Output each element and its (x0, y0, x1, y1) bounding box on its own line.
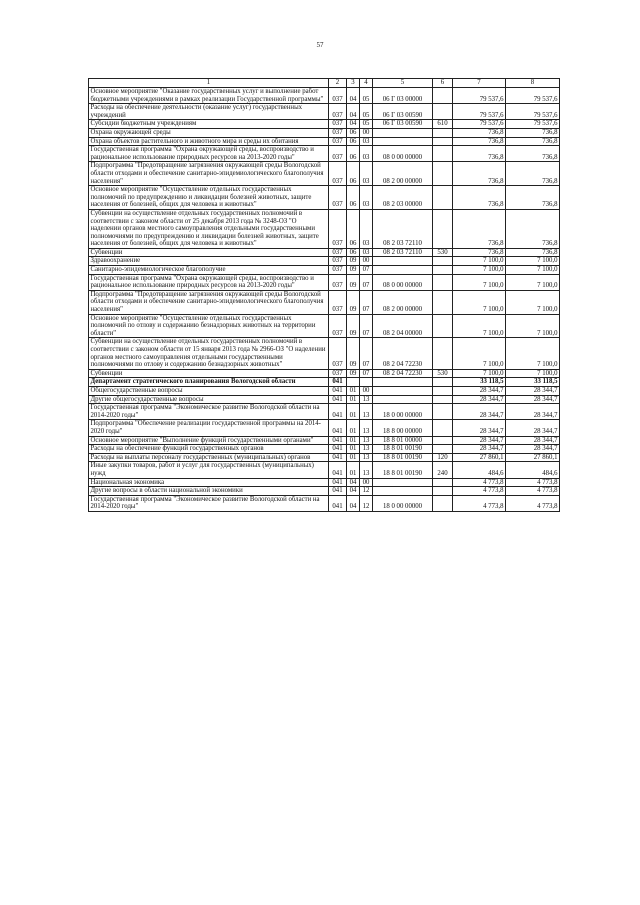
table-row (89, 248, 560, 257)
cell-ministry-code: 037 (329, 146, 347, 162)
cell-amount-8: 7 100,0 (506, 314, 560, 338)
cell-amount-8: 33 118,5 (506, 378, 560, 387)
cell-amount-8: 27 860,1 (506, 453, 560, 462)
cell-subsection: 07 (360, 290, 373, 314)
cell-amount-7: 7 100,0 (453, 274, 506, 290)
cell-section: 09 (347, 369, 360, 378)
table-row (89, 487, 560, 496)
cell-target-article (373, 128, 433, 137)
cell-section: 06 (347, 186, 360, 210)
cell-amount-8: 28 344,7 (506, 436, 560, 445)
cell-ministry-code: 037 (329, 137, 347, 146)
table-row (89, 462, 560, 478)
cell-name: Основное мероприятие "Осуществление отдельных государственных полномочий по отлову и содержанию безнадзорных животных на территории области" (89, 314, 329, 338)
table-row (89, 186, 560, 210)
cell-ministry-code: 037 (329, 248, 347, 257)
cell-subsection: 03 (360, 137, 373, 146)
col-header-2: 2 (329, 79, 347, 88)
cell-subsection: 13 (360, 404, 373, 420)
cell-target-article: 08 2 04 00000 (373, 314, 433, 338)
cell-expense-type (433, 378, 453, 387)
cell-section: 04 (347, 120, 360, 129)
cell-subsection: 00 (360, 128, 373, 137)
cell-amount-8: 7 100,0 (506, 290, 560, 314)
cell-amount-8: 7 100,0 (506, 274, 560, 290)
table-row (89, 88, 560, 104)
cell-name: Государственная программа "Охрана окружающей среды, воспроизводство и рациональное использование природных ресурсов на 2013-2020 годы" (89, 274, 329, 290)
cell-section: 09 (347, 266, 360, 275)
table-row (89, 104, 560, 120)
cell-expense-type (433, 487, 453, 496)
cell-section: 01 (347, 462, 360, 478)
cell-expense-type (433, 436, 453, 445)
cell-ministry-code: 041 (329, 462, 347, 478)
cell-target-article: 06 Г 03 00000 (373, 88, 433, 104)
table-row (89, 436, 560, 445)
cell-name: Охрана окружающей среды (89, 128, 329, 137)
cell-section: 04 (347, 88, 360, 104)
table-row (89, 478, 560, 487)
table-row (89, 378, 560, 387)
cell-amount-7: 736,8 (453, 137, 506, 146)
cell-expense-type (433, 395, 453, 404)
cell-ministry-code: 037 (329, 369, 347, 378)
cell-ministry-code: 037 (329, 338, 347, 369)
cell-subsection: 05 (360, 88, 373, 104)
cell-expense-type: 240 (433, 462, 453, 478)
cell-subsection: 12 (360, 495, 373, 511)
cell-section: 09 (347, 338, 360, 369)
cell-expense-type (433, 209, 453, 248)
cell-target-article: 08 2 00 00000 (373, 290, 433, 314)
cell-subsection: 07 (360, 314, 373, 338)
table-row (89, 369, 560, 378)
col-header-5: 5 (373, 79, 433, 88)
cell-name: Основное мероприятие "Оказание государственных услуг и выполнение работ бюджетными учреждениями в рамках реализации Государственной программы" (89, 88, 329, 104)
cell-target-article (373, 478, 433, 487)
cell-amount-7: 28 344,7 (453, 395, 506, 404)
cell-subsection: 13 (360, 395, 373, 404)
cell-section: 06 (347, 248, 360, 257)
cell-amount-8: 28 344,7 (506, 420, 560, 436)
table-row (89, 420, 560, 436)
cell-ministry-code: 037 (329, 186, 347, 210)
table-row (89, 137, 560, 146)
cell-subsection: 03 (360, 186, 373, 210)
cell-target-article: 18 8 01 00190 (373, 453, 433, 462)
cell-subsection: 03 (360, 162, 373, 186)
cell-section: 01 (347, 420, 360, 436)
cell-amount-7: 33 118,5 (453, 378, 506, 387)
cell-expense-type (433, 266, 453, 275)
cell-amount-7: 7 100,0 (453, 257, 506, 266)
cell-name: Общегосударственные вопросы (89, 386, 329, 395)
table-row (89, 146, 560, 162)
cell-subsection (360, 378, 373, 387)
cell-name: Санитарно-эпидемиологическое благополучие (89, 266, 329, 275)
table-row (89, 314, 560, 338)
cell-section: 04 (347, 478, 360, 487)
cell-target-article: 08 0 00 00000 (373, 274, 433, 290)
cell-subsection: 07 (360, 369, 373, 378)
table-row (89, 266, 560, 275)
cell-ministry-code: 041 (329, 386, 347, 395)
cell-amount-8: 736,8 (506, 248, 560, 257)
cell-amount-7: 28 344,7 (453, 404, 506, 420)
cell-section: 09 (347, 257, 360, 266)
cell-name: Расходы на обеспечение функций государственных органов (89, 445, 329, 454)
cell-target-article: 18 8 01 00000 (373, 436, 433, 445)
cell-expense-type: 120 (433, 453, 453, 462)
cell-target-article: 18 0 00 00000 (373, 495, 433, 511)
cell-section: 06 (347, 162, 360, 186)
cell-expense-type (433, 128, 453, 137)
cell-amount-8: 28 344,7 (506, 386, 560, 395)
cell-amount-8: 736,8 (506, 137, 560, 146)
table-row (89, 290, 560, 314)
cell-section: 06 (347, 137, 360, 146)
cell-ministry-code: 037 (329, 104, 347, 120)
cell-name: Субвенции (89, 248, 329, 257)
cell-amount-8: 79 537,6 (506, 104, 560, 120)
cell-subsection: 12 (360, 487, 373, 496)
cell-amount-7: 736,8 (453, 146, 506, 162)
cell-section: 09 (347, 314, 360, 338)
cell-name: Субсидии бюджетным учреждениям (89, 120, 329, 129)
cell-amount-7: 736,8 (453, 128, 506, 137)
cell-amount-8: 736,8 (506, 186, 560, 210)
cell-amount-8: 28 344,7 (506, 445, 560, 454)
cell-amount-7: 736,8 (453, 162, 506, 186)
cell-subsection: 13 (360, 445, 373, 454)
cell-expense-type (433, 445, 453, 454)
cell-expense-type (433, 88, 453, 104)
cell-name: Здравоохранение (89, 257, 329, 266)
cell-target-article: 08 2 00 00000 (373, 162, 433, 186)
cell-expense-type (433, 162, 453, 186)
table-row (89, 209, 560, 248)
cell-section (347, 378, 360, 387)
cell-section: 04 (347, 495, 360, 511)
table-row (89, 453, 560, 462)
cell-amount-8: 4 773,8 (506, 478, 560, 487)
cell-target-article: 08 2 03 00000 (373, 186, 433, 210)
cell-expense-type (433, 146, 453, 162)
cell-section: 04 (347, 487, 360, 496)
cell-section: 01 (347, 445, 360, 454)
cell-name: Департамент стратегического планирования Вологодской области (89, 378, 329, 387)
cell-amount-7: 79 537,6 (453, 104, 506, 120)
cell-ministry-code: 041 (329, 478, 347, 487)
cell-section: 09 (347, 290, 360, 314)
cell-subsection: 03 (360, 248, 373, 257)
cell-amount-8: 4 773,8 (506, 487, 560, 496)
cell-section: 01 (347, 386, 360, 395)
cell-ministry-code: 037 (329, 209, 347, 248)
cell-amount-7: 28 344,7 (453, 445, 506, 454)
cell-amount-8: 7 100,0 (506, 266, 560, 275)
cell-subsection: 00 (360, 386, 373, 395)
cell-expense-type (433, 478, 453, 487)
cell-target-article: 08 0 00 00000 (373, 146, 433, 162)
cell-expense-type: 610 (433, 120, 453, 129)
cell-subsection: 13 (360, 420, 373, 436)
cell-ministry-code: 041 (329, 453, 347, 462)
cell-target-article: 18 8 00 00000 (373, 420, 433, 436)
cell-subsection: 00 (360, 478, 373, 487)
cell-name: Основное мероприятие "Выполнение функций государственными органами" (89, 436, 329, 445)
cell-target-article: 18 8 01 00190 (373, 445, 433, 454)
cell-expense-type (433, 274, 453, 290)
cell-expense-type (433, 137, 453, 146)
cell-amount-8: 736,8 (506, 128, 560, 137)
cell-expense-type (433, 338, 453, 369)
cell-section: 09 (347, 274, 360, 290)
cell-name: Другие общегосударственные вопросы (89, 395, 329, 404)
cell-amount-8: 7 100,0 (506, 369, 560, 378)
cell-ministry-code: 037 (329, 257, 347, 266)
cell-expense-type: 530 (433, 369, 453, 378)
cell-target-article: 06 Г 03 00590 (373, 104, 433, 120)
table-header-row (89, 79, 560, 88)
cell-amount-8: 736,8 (506, 209, 560, 248)
table-row (89, 120, 560, 129)
col-header-7: 7 (453, 79, 506, 88)
cell-expense-type (433, 495, 453, 511)
table-row (89, 386, 560, 395)
cell-amount-7: 4 773,8 (453, 487, 506, 496)
cell-expense-type (433, 420, 453, 436)
cell-ministry-code: 041 (329, 487, 347, 496)
cell-ministry-code: 041 (329, 404, 347, 420)
cell-section: 06 (347, 209, 360, 248)
cell-amount-8: 28 344,7 (506, 395, 560, 404)
page-number: 57 (316, 41, 324, 49)
table-row (89, 162, 560, 186)
cell-subsection: 07 (360, 338, 373, 369)
cell-target-article (373, 386, 433, 395)
cell-name: Охрана объектов растительного и животного мира и среды их обитания (89, 137, 329, 146)
table-row (89, 445, 560, 454)
cell-name: Другие вопросы в области национальной экономики (89, 487, 329, 496)
cell-ministry-code: 037 (329, 274, 347, 290)
cell-subsection: 00 (360, 257, 373, 266)
cell-amount-7: 27 860,1 (453, 453, 506, 462)
cell-expense-type (433, 386, 453, 395)
cell-name: Субвенции на осуществление отдельных государственных полномочий в соответствии с законом области от 15 января 2013 года № 2966-ОЗ "О наделении органов местного самоуправления отдельными государственными полномочиями по отлову и содержанию безнадзорных животных" (89, 338, 329, 369)
cell-ministry-code: 037 (329, 88, 347, 104)
cell-amount-8: 79 537,6 (506, 88, 560, 104)
cell-target-article (373, 395, 433, 404)
cell-amount-7: 7 100,0 (453, 290, 506, 314)
table-row (89, 128, 560, 137)
cell-name: Государственная программа "Охрана окружающей среды, воспроизводство и рациональное использование природных ресурсов на 2013-2020 годы" (89, 146, 329, 162)
table-row (89, 395, 560, 404)
cell-expense-type (433, 404, 453, 420)
cell-expense-type (433, 257, 453, 266)
table-row (89, 495, 560, 511)
cell-amount-8: 79 537,6 (506, 120, 560, 129)
cell-ministry-code: 041 (329, 420, 347, 436)
cell-expense-type (433, 186, 453, 210)
cell-name: Государственная программа "Экономическое развитие Вологодской области на 2014-2020 годы" (89, 404, 329, 420)
cell-target-article (373, 487, 433, 496)
cell-target-article: 18 8 01 00190 (373, 462, 433, 478)
cell-amount-7: 79 537,6 (453, 120, 506, 129)
cell-amount-7: 28 344,7 (453, 420, 506, 436)
cell-amount-8: 28 344,7 (506, 404, 560, 420)
cell-subsection: 07 (360, 274, 373, 290)
cell-name: Подпрограмма "Предотвращение загрязнения окружающей среды Вологодской области отходами и обеспечение санитарно-эпидемиологического благополучия населения" (89, 290, 329, 314)
cell-name: Субвенции (89, 369, 329, 378)
table-body (89, 88, 560, 512)
cell-ministry-code: 037 (329, 314, 347, 338)
budget-table (88, 78, 560, 512)
cell-subsection: 07 (360, 266, 373, 275)
cell-amount-8: 736,8 (506, 162, 560, 186)
cell-amount-7: 484,6 (453, 462, 506, 478)
cell-amount-7: 4 773,8 (453, 495, 506, 511)
cell-ministry-code: 037 (329, 120, 347, 129)
table-row (89, 257, 560, 266)
cell-expense-type (433, 104, 453, 120)
cell-amount-7: 79 537,6 (453, 88, 506, 104)
cell-amount-7: 28 344,7 (453, 386, 506, 395)
cell-amount-8: 7 100,0 (506, 257, 560, 266)
cell-amount-7: 7 100,0 (453, 369, 506, 378)
cell-name: Национальная экономика (89, 478, 329, 487)
cell-amount-7: 4 773,8 (453, 478, 506, 487)
table-row (89, 338, 560, 369)
cell-section: 01 (347, 436, 360, 445)
cell-name: Расходы на обеспечение деятельности (оказание услуг) государственных учреждений (89, 104, 329, 120)
cell-amount-8: 736,8 (506, 146, 560, 162)
cell-ministry-code: 037 (329, 162, 347, 186)
cell-subsection: 03 (360, 209, 373, 248)
cell-subsection: 05 (360, 104, 373, 120)
cell-ministry-code: 041 (329, 445, 347, 454)
cell-target-article (373, 378, 433, 387)
cell-amount-7: 736,8 (453, 186, 506, 210)
cell-name: Субвенции на осуществление отдельных государственных полномочий в соответствии с законом области от 25 декабря 2013 года № 3248-ОЗ "О наделении органов местного самоуправления отдельными государственными полномочиями по предупреждению и ликвидации болезней животных, защите населения от болезней, общих для человека и животных" (89, 209, 329, 248)
cell-section: 01 (347, 404, 360, 420)
cell-section: 01 (347, 453, 360, 462)
cell-name: Иные закупки товаров, работ и услуг для государственных (муниципальных) нужд (89, 462, 329, 478)
cell-amount-7: 736,8 (453, 209, 506, 248)
cell-target-article: 06 Г 03 00590 (373, 120, 433, 129)
cell-ministry-code: 041 (329, 378, 347, 387)
cell-ministry-code: 041 (329, 436, 347, 445)
cell-ministry-code: 041 (329, 395, 347, 404)
cell-target-article (373, 257, 433, 266)
cell-subsection: 13 (360, 462, 373, 478)
cell-expense-type: 530 (433, 248, 453, 257)
cell-name: Расходы на выплаты персоналу государственных (муниципальных) органов (89, 453, 329, 462)
cell-expense-type (433, 314, 453, 338)
col-header-4: 4 (360, 79, 373, 88)
cell-name: Подпрограмма "Обеспечение реализации государственной программы на 2014-2020 годы" (89, 420, 329, 436)
cell-ministry-code: 037 (329, 266, 347, 275)
cell-subsection: 03 (360, 146, 373, 162)
cell-amount-7: 28 344,7 (453, 436, 506, 445)
col-header-6: 6 (433, 79, 453, 88)
cell-amount-8: 4 773,8 (506, 495, 560, 511)
cell-name: Подпрограмма "Предотвращение загрязнения окружающей среды Вологодской области отходами и обеспечение санитарно-эпидемиологического благополучия населения" (89, 162, 329, 186)
table-row (89, 404, 560, 420)
cell-section: 04 (347, 104, 360, 120)
cell-name: Основное мероприятие "Осуществление отдельных государственных полномочий по предупреждению и ликвидации болезней животных, защите населения от болезней, общих для человека и животных" (89, 186, 329, 210)
cell-subsection: 05 (360, 120, 373, 129)
cell-amount-7: 736,8 (453, 248, 506, 257)
cell-subsection: 13 (360, 453, 373, 462)
col-header-8: 8 (506, 79, 560, 88)
cell-ministry-code: 041 (329, 495, 347, 511)
cell-amount-8: 7 100,0 (506, 338, 560, 369)
cell-target-article: 08 2 04 72230 (373, 338, 433, 369)
cell-subsection: 13 (360, 436, 373, 445)
cell-name: Государственная программа "Экономическое развитие Вологодской области на 2014-2020 годы" (89, 495, 329, 511)
cell-section: 01 (347, 395, 360, 404)
cell-expense-type (433, 290, 453, 314)
cell-amount-7: 7 100,0 (453, 266, 506, 275)
col-header-1: 1 (89, 79, 329, 88)
cell-amount-7: 7 100,0 (453, 314, 506, 338)
table-row (89, 274, 560, 290)
cell-target-article: 08 2 03 72110 (373, 209, 433, 248)
cell-ministry-code: 037 (329, 290, 347, 314)
cell-amount-8: 484,6 (506, 462, 560, 478)
cell-target-article: 08 2 04 72230 (373, 369, 433, 378)
cell-target-article: 18 0 00 00000 (373, 404, 433, 420)
cell-section: 06 (347, 146, 360, 162)
col-header-3: 3 (347, 79, 360, 88)
cell-amount-7: 7 100,0 (453, 338, 506, 369)
cell-target-article: 08 2 03 72110 (373, 248, 433, 257)
cell-target-article (373, 266, 433, 275)
cell-target-article (373, 137, 433, 146)
cell-ministry-code: 037 (329, 128, 347, 137)
cell-section: 06 (347, 128, 360, 137)
